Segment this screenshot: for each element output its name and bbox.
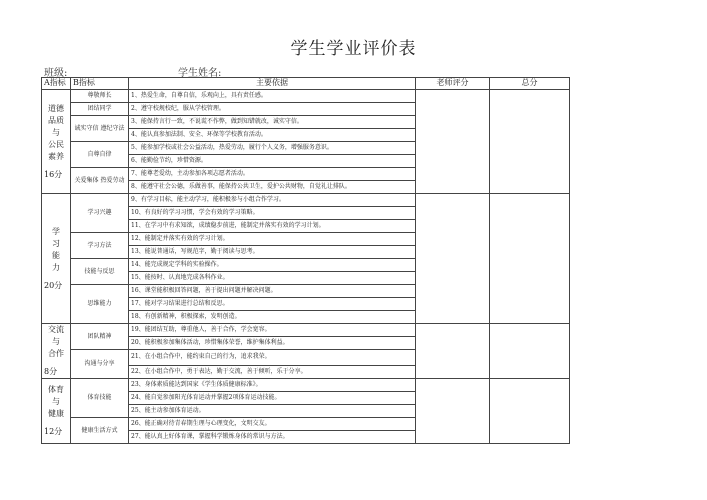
criterion-item: 13、能说普通话，写规范字，勤于阅读与思考。 <box>129 246 416 259</box>
total-score-cell[interactable] <box>490 90 570 194</box>
header-b-indicator: B指标 <box>71 78 129 90</box>
category-communication: 交流 与 合作 8分 <box>42 324 71 379</box>
criterion-item: 10、有良好的学习习惯，学会有效的学习策略。 <box>129 207 416 220</box>
criterion-item: 26、能正确对待青春期生理与心理变化，文明交友。 <box>129 418 416 431</box>
subindicator-care-collective: 关爱集体 热爱劳动 <box>71 168 129 194</box>
criterion-item: 24、能自觉参加阳光体育运动并掌握2项体育运动技能。 <box>129 392 416 405</box>
criterion-item: 21、在小组合作中，能约束自己的行为，追求我荣。 <box>129 350 416 366</box>
criterion-item: 12、能制定并落实有效的学习计划。 <box>129 233 416 246</box>
subindicator-communicate-share: 沟通与分享 <box>71 350 129 379</box>
student-name-label: 学生姓名: <box>178 68 222 79</box>
criterion-item: 7、能尊老爱幼，主动参加各项志愿者活动。 <box>129 168 416 181</box>
header-total-score: 总分 <box>490 78 570 90</box>
subindicator-unite-classmates: 团结同学 <box>71 103 129 116</box>
subindicator-healthy-lifestyle: 健康生活方式 <box>71 418 129 444</box>
subindicator-self-discipline: 自尊自律 <box>71 142 129 168</box>
evaluation-table <box>41 77 570 444</box>
subindicator-skill-reflection: 技能与反思 <box>71 259 129 285</box>
teacher-score-cell[interactable] <box>416 90 490 194</box>
total-score-cell[interactable] <box>490 194 570 324</box>
category-sports-health: 体育 与 健康 12分 <box>42 379 71 444</box>
category-learning: 学 习 能 力 20分 <box>42 194 71 324</box>
header-main-basis: 主要依据 <box>129 78 416 90</box>
teacher-score-cell[interactable] <box>416 324 490 379</box>
table-row <box>42 90 570 103</box>
criterion-item: 2、遵守校规校纪，服从学校管理。 <box>129 103 416 116</box>
criterion-item: 4、能认真参加法制、安全、环保等学校教育活动。 <box>129 129 416 142</box>
criterion-item: 5、能参加学校或社会公益活动，热爱劳动，履行个人义务，增强服务意识。 <box>129 142 416 155</box>
subindicator-respect-teachers: 尊敬师长 <box>71 90 129 103</box>
criterion-item: 19、能团结互助，尊重他人，善于合作，学会宽容。 <box>129 324 416 337</box>
criterion-item: 11、在学习中有求知欲，成绩稳步前进，能制定并落实有效的学习计划。 <box>129 220 416 233</box>
total-score-cell[interactable] <box>490 379 570 444</box>
criterion-item: 25、能主动参加体育运动。 <box>129 405 416 418</box>
teacher-score-cell[interactable] <box>416 194 490 324</box>
category-score: 12分 <box>44 427 63 436</box>
criterion-item: 23、身体素质能达到国家《学生体质健康标准》。 <box>129 379 416 392</box>
page-title: 学生学业评价表 <box>290 39 417 59</box>
criterion-item: 16、课堂能积极回答问题，善于提出问题并解决问题。 <box>129 285 416 298</box>
criterion-item: 9、有学习目标，能主动学习，能积极参与小组合作学习。 <box>129 194 416 207</box>
header-row <box>42 78 570 90</box>
header-teacher-score: 老师评分 <box>416 78 490 90</box>
criterion-item: 20、能积极参加集体活动，珍惜集体荣誉，维护集体利益。 <box>129 337 416 350</box>
criterion-item: 17、能对学习结果进行总结和反思。 <box>129 298 416 311</box>
criterion-item: 14、能完成规定学科的实验操作。 <box>129 259 416 272</box>
subindicator-learning-method: 学习方法 <box>71 233 129 259</box>
criterion-item: 18、有创新精神，积极探索，发明创造。 <box>129 311 416 324</box>
criterion-item: 8、能遵守社会公德，乐做善事，能保持公共卫生，爱护公共财物，自觉礼让排队。 <box>129 181 416 194</box>
criterion-item: 3、能保持言行一致，不说谎不作弊，做到知错就改，诚实守信。 <box>129 116 416 129</box>
criterion-item: 15、能按时、认真地完成各科作业。 <box>129 272 416 285</box>
category-score: 20分 <box>44 280 63 290</box>
class-label: 班级: <box>44 68 68 79</box>
criterion-item: 6、能勤俭节约，珍惜资源。 <box>129 155 416 168</box>
category-morality: 道德 品质 与 公民 素养 16分 <box>42 90 71 194</box>
subindicator-team-spirit: 团队精神 <box>71 324 129 350</box>
subindicator-thinking-ability: 思维能力 <box>71 285 129 324</box>
total-score-cell[interactable] <box>490 324 570 379</box>
subindicator-honesty-law: 诚实守信 遵纪守法 <box>71 116 129 142</box>
category-score: 16分 <box>44 169 63 179</box>
criterion-item: 22、在小组合作中，勇于表达，勤于交流，善于倾听，乐于分享。 <box>129 366 416 379</box>
criterion-item: 1、热爱生命，自尊自信，乐观向上，具有责任感。 <box>129 90 416 103</box>
table-row <box>42 194 570 207</box>
teacher-score-cell[interactable] <box>416 379 490 444</box>
subindicator-sports-skill: 体育技能 <box>71 379 129 418</box>
header-a-indicator: A指标 <box>42 78 71 90</box>
subindicator-learning-interest: 学习兴趣 <box>71 194 129 233</box>
table-row <box>42 379 570 392</box>
table-row <box>42 324 570 337</box>
category-score: 8分 <box>44 367 58 376</box>
criterion-item: 27、能认真上好体育课，掌握科学锻炼身体的常识与方法。 <box>129 431 416 444</box>
